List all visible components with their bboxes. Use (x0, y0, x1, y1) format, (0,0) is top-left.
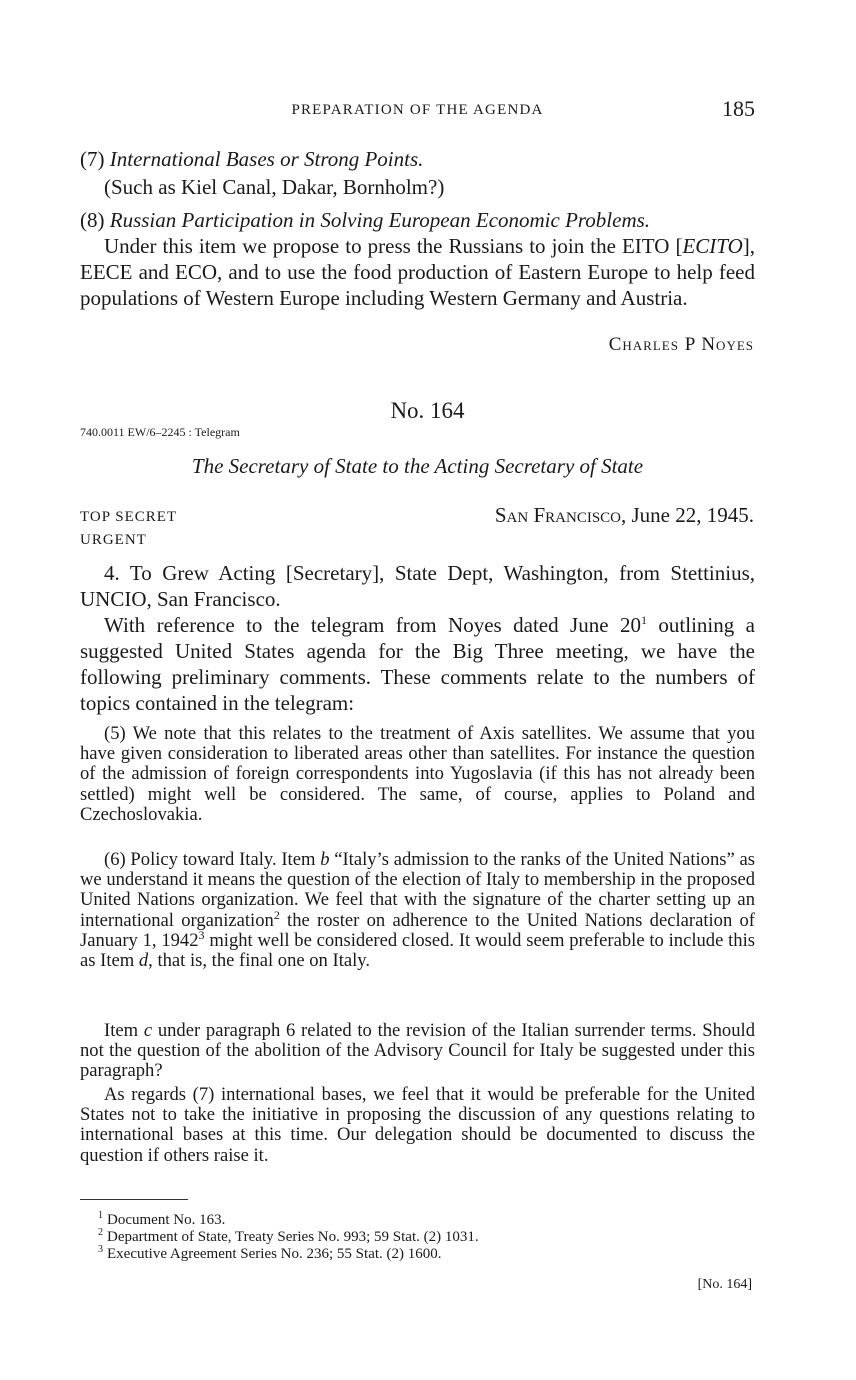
classification-top-secret: TOP SECRET (80, 509, 178, 525)
document-number: No. 164 (390, 398, 465, 423)
comment-6-item-b: b (320, 849, 330, 870)
item-8-paragraph (80, 233, 755, 311)
comment-c-text-b: under paragraph 6 related to the revision of the Italian surrender terms. Should not the question of the abolition of the Advisory Council for Italy be suggested under this paragraph? (80, 1020, 755, 1082)
footnote-1 (98, 1212, 225, 1229)
comment-c (80, 1021, 755, 1082)
comment-6-text-c: the roster on adherence to the United Nations declaration of January 1, 1942 (80, 909, 755, 951)
item-8-heading (80, 207, 650, 233)
comment-6-text-d: might well be considered closed. It would seem preferable to include this as Item (80, 929, 755, 972)
dateline-place: San Francisco, (494, 503, 627, 527)
footnote-ref-3: 3 (198, 927, 205, 942)
item-8-text-italic: ECITO (682, 234, 743, 258)
item-8-text-b: ], EECE and ECO, and to use the food production of Eastern Europe to help feed populations of Western Europe including Western Germany and Austria. (80, 234, 755, 310)
comment-6-text-e: , that is, the final one on Italy. (148, 950, 371, 972)
item-8-title: Russian Participation in Solving European Economic Problems. (109, 208, 651, 232)
comment-6-item-d: d (138, 950, 149, 972)
signature: Charles P Noyes (608, 334, 754, 355)
page-number: 185 (722, 96, 755, 121)
item-7-title: International Bases or Strong Points. (109, 147, 424, 171)
item-8-number: (8) (80, 208, 105, 232)
item-7-note: (Such as Kiel Canal, Dakar, Bornholm?) (104, 175, 445, 199)
item-8-text-a: Under this item we propose to press the Russians to join the EITO [ (104, 234, 683, 258)
paragraph-reference-text-b: outlining a suggested United States agenda for the Big Three meeting, we have the following preliminary comments. These comments relate to the numbers of topics contained in the telegram: (80, 613, 755, 715)
file-reference: 740.0011 EW/6–2245 : Telegram (80, 425, 240, 439)
footnote-3-text: Executive Agreement Series No. 236; 55 Stat. (2) 1600. (107, 1246, 442, 1262)
paragraph-intro: 4. To Grew Acting [Secretary], State Dept, Washington, from Stettinius, UNCIO, San Francisco. (80, 561, 755, 611)
footnote-3-number: 3 (98, 1244, 103, 1255)
comment-7: As regards (7) international bases, we feel that it would be preferable for the United States not to take the initiative in proposing the discussion of any questions relating to international bases at this time. Our delegation should be documented to discuss the question if others raise it. (80, 1084, 755, 1166)
comment-5: (5) We note that this relates to the treatment of Axis satellites. We assume that you have given consideration to liberated areas other than satellites. For instance the question of the admission of foreign correspondents into Yugoslavia (if this has not already been settled) might well be considered. The same, of course, applies to Poland and Czechoslovakia. (80, 723, 755, 825)
comment-6-text-a: (6) Policy toward Italy. Item (104, 849, 321, 870)
item-7-number: (7) (80, 147, 105, 171)
item-7-heading (80, 146, 423, 172)
footnote-2 (98, 1229, 479, 1246)
footnote-1-text: Document No. 163. (107, 1212, 226, 1228)
comment-6 (80, 850, 755, 971)
footnote-2-text: Department of State, Treaty Series No. 993; 59 Stat. (2) 1031. (107, 1229, 479, 1245)
paragraph-reference (80, 612, 755, 716)
footnote-rule (80, 1199, 188, 1200)
dateline (495, 503, 754, 528)
footnote-1-number: 1 (98, 1210, 103, 1221)
running-head-title: PREPARATION OF THE AGENDA (291, 102, 544, 118)
footnote-ref-2: 2 (273, 907, 280, 922)
running-head (80, 96, 755, 126)
comment-c-item-c: c (143, 1020, 153, 1041)
comment-6-text-b: “Italy’s admission to the ranks of the United Nations” as we understand it means the question of the election of Italy to membership in the proposed United Nations organization. We feel that with the signature of the charter setting up an international organization (80, 849, 755, 931)
footnote-3 (98, 1246, 442, 1263)
paragraph-reference-text-a: With reference to the telegram from Noyes dated June 20 (104, 613, 641, 637)
footnote-ref-1: 1 (640, 613, 647, 627)
document-heading: The Secretary of State to the Acting Secretary of State (191, 454, 644, 478)
footnote-2-number: 2 (98, 1227, 103, 1238)
classification-urgent: URGENT (80, 532, 147, 548)
bottom-document-reference: [No. 164] (697, 1277, 752, 1292)
dateline-date: June 22, 1945. (631, 503, 754, 527)
comment-c-text-a: Item (104, 1020, 144, 1041)
